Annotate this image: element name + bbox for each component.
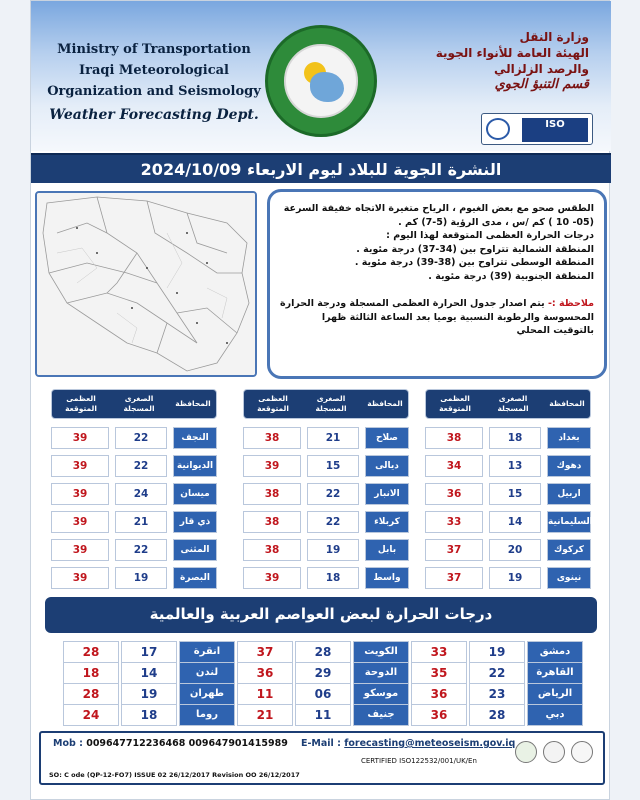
en-line-1: Ministry of Transportation: [57, 42, 251, 57]
governorate-name: ذي قار: [173, 511, 217, 533]
min-recorded-temp: 22: [115, 539, 167, 561]
table-row: [425, 511, 591, 533]
min-recorded-temp: 21: [307, 427, 359, 449]
governorate-table-2: [243, 389, 409, 584]
forecast-text-box: [267, 189, 607, 379]
table-row: [243, 539, 409, 561]
city-name: الكويت: [353, 641, 409, 663]
header-max: العظمى المتوقعة: [65, 394, 97, 413]
min-recorded-temp: 19: [489, 567, 541, 589]
governorate-name: دهوك: [547, 455, 591, 477]
max-temp: 36: [411, 683, 467, 705]
governorate-name: ميسان: [173, 483, 217, 505]
max-temp: 37: [237, 641, 293, 663]
english-org-name: [39, 39, 269, 126]
city-name: القاهرة: [527, 662, 583, 684]
table-row: [51, 539, 217, 561]
governorate-name: ديالى: [365, 455, 409, 477]
forecast-line-5: المنطقة الجنوبية (39) درجة مئوية .: [428, 270, 594, 282]
max-temp: 18: [63, 662, 119, 684]
governorate-table-3: [51, 389, 217, 584]
min-recorded-temp: 18: [489, 427, 541, 449]
min-recorded-temp: 19: [307, 539, 359, 561]
governorate-name: الانبار: [365, 483, 409, 505]
min-temp: 22: [469, 662, 525, 684]
table-row: [51, 511, 217, 533]
governorate-name: نينوى: [547, 567, 591, 589]
min-temp: 14: [121, 662, 177, 684]
header-min: الصغرى المسجلة: [123, 394, 155, 413]
min-temp: 11: [295, 704, 351, 726]
city-name: روما: [179, 704, 235, 726]
governorate-name: صلاح: [365, 427, 409, 449]
table-row: [243, 483, 409, 505]
city-name: دمشق: [527, 641, 583, 663]
max-expected-temp: 38: [425, 427, 483, 449]
world-row: [31, 704, 611, 726]
city-name: موسكو: [353, 683, 409, 705]
governorate-name: السليمانية: [547, 511, 591, 533]
min-temp: 19: [469, 641, 525, 663]
header-min: الصغرى المسجلة: [315, 394, 347, 413]
min-temp: 06: [295, 683, 351, 705]
min-recorded-temp: 21: [115, 511, 167, 533]
mobile-label: Mob :: [53, 738, 83, 749]
min-recorded-temp: 20: [489, 539, 541, 561]
city-name: جنيف: [353, 704, 409, 726]
forecast-note: [280, 297, 594, 338]
max-expected-temp: 36: [425, 483, 483, 505]
table-row: [243, 567, 409, 589]
governorate-name: بغداد: [547, 427, 591, 449]
weather-map: [35, 191, 257, 377]
ukas-icon: [571, 741, 593, 763]
mobile-numbers: [53, 738, 288, 749]
min-temp: 28: [295, 641, 351, 663]
seal-icon: [515, 741, 537, 763]
min-temp: 29: [295, 662, 351, 684]
note-label: ملاحظة :-: [547, 298, 594, 309]
email-label: E-Mail :: [301, 738, 341, 749]
header-gov: المحافظة: [549, 399, 585, 408]
table-row: [51, 567, 217, 589]
forecast-line-4: المنطقة الوسطى تتراوح بين (38-39) درجة مئوية .: [354, 257, 594, 268]
max-expected-temp: 39: [243, 567, 301, 589]
table-row: [51, 455, 217, 477]
ar-line-1: وزارة النقل: [519, 30, 589, 44]
iraq-map-icon: [310, 72, 344, 102]
certification-logos: [515, 739, 597, 769]
header-max: العظمى المتوقعة: [257, 394, 289, 413]
table-row: [425, 455, 591, 477]
max-expected-temp: 37: [425, 539, 483, 561]
min-recorded-temp: 22: [307, 511, 359, 533]
min-recorded-temp: 14: [489, 511, 541, 533]
governorate-name: واسط: [365, 567, 409, 589]
table-header: [243, 389, 409, 419]
city-name: انقرة: [179, 641, 235, 663]
min-temp: 19: [121, 683, 177, 705]
max-expected-temp: 38: [243, 539, 301, 561]
governorate-table-1: [425, 389, 593, 584]
max-temp: 21: [237, 704, 293, 726]
forecast-line-1: الطقس صحو مع بعض الغيوم ، الرياح متغيرة الاتجاه خفيفة السرعة (05- 10 ) كم /س ، مدى الرؤية (5-7) كم .: [283, 203, 594, 228]
table-row: [425, 567, 591, 589]
governorate-name: المثنى: [173, 539, 217, 561]
max-expected-temp: 38: [243, 511, 301, 533]
max-temp: 11: [237, 683, 293, 705]
max-temp: 36: [411, 704, 467, 726]
governorate-name: كربلاء: [365, 511, 409, 533]
iso-logo: [481, 113, 593, 145]
bulletin-page: [30, 0, 610, 800]
min-temp: 18: [121, 704, 177, 726]
city-name: الرياض: [527, 683, 583, 705]
min-recorded-temp: 15: [489, 483, 541, 505]
min-recorded-temp: 19: [115, 567, 167, 589]
table-row: [243, 427, 409, 449]
min-temp: 28: [469, 704, 525, 726]
min-recorded-temp: 13: [489, 455, 541, 477]
max-temp: 28: [63, 683, 119, 705]
table-header: [51, 389, 217, 419]
header-gov: المحافظة: [175, 399, 211, 408]
ar-line-3: والرصد الزلزالي: [493, 62, 589, 76]
mobile-value: 009647712236468 009647901415989: [86, 738, 288, 749]
en-dept: Weather Forecasting Dept.: [49, 107, 259, 123]
table-row: [51, 427, 217, 449]
table-row: [243, 455, 409, 477]
email: [301, 738, 515, 749]
header-min: الصغرى المسجلة: [497, 394, 529, 413]
max-temp: 28: [63, 641, 119, 663]
city-name: طهران: [179, 683, 235, 705]
ar-line-2: الهيئة العامة للأنواء الجوية: [435, 46, 589, 60]
min-recorded-temp: 22: [307, 483, 359, 505]
governorate-name: البصرة: [173, 567, 217, 589]
city-name: دبي: [527, 704, 583, 726]
min-temp: 17: [121, 641, 177, 663]
max-expected-temp: 39: [51, 455, 109, 477]
table-row: [425, 483, 591, 505]
arabic-org-name: [389, 29, 589, 93]
max-expected-temp: 33: [425, 511, 483, 533]
max-expected-temp: 39: [51, 427, 109, 449]
max-expected-temp: 37: [425, 567, 483, 589]
governorate-name: الديوانية: [173, 455, 217, 477]
min-recorded-temp: 24: [115, 483, 167, 505]
organization-logo: [265, 25, 377, 137]
table-header: [425, 389, 591, 419]
max-expected-temp: 39: [51, 483, 109, 505]
table-row: [425, 427, 591, 449]
max-expected-temp: 39: [51, 567, 109, 589]
max-expected-temp: 39: [51, 511, 109, 533]
max-expected-temp: 39: [51, 539, 109, 561]
min-recorded-temp: 22: [115, 427, 167, 449]
governorate-name: بابل: [365, 539, 409, 561]
document-code: SO: C ode (QP-12-FO7) ISSUE 02 26/12/2017 Revision OO 26/12/2017: [49, 771, 300, 779]
world-capitals-title: درجات الحرارة لبعض العواصم العربية والعالمية: [45, 597, 597, 633]
forecast-line-3: المنطقة الشمالية تتراوح بين (34-37) درجة مئوية .: [356, 243, 594, 255]
world-row: [31, 683, 611, 705]
max-temp: 36: [237, 662, 293, 684]
bulletin-title: النشرة الجوية للبلاد ليوم الاربعاء 2024/10/09: [31, 153, 611, 183]
table-row: [243, 511, 409, 533]
header-gov: المحافظة: [367, 399, 403, 408]
iso-badge: ISO: [522, 118, 588, 142]
governorate-name: كركوك: [547, 539, 591, 561]
email-link[interactable]: forecasting@meteoseism.gov.iq: [344, 738, 516, 749]
max-expected-temp: 38: [243, 483, 301, 505]
ar-dept: قسم التنبؤ الجوي: [494, 77, 589, 92]
max-expected-temp: 38: [243, 427, 301, 449]
city-name: الدوحة: [353, 662, 409, 684]
certificate-icon: [543, 741, 565, 763]
governorate-name: اربيل: [547, 483, 591, 505]
min-recorded-temp: 18: [307, 567, 359, 589]
iraq-map-image: [37, 193, 255, 375]
max-temp: 24: [63, 704, 119, 726]
max-temp: 33: [411, 641, 467, 663]
governorate-name: النجف: [173, 427, 217, 449]
world-row: [31, 662, 611, 684]
table-row: [51, 483, 217, 505]
min-recorded-temp: 15: [307, 455, 359, 477]
en-line-3: Organization and Seismology: [47, 84, 261, 99]
iso-seal-icon: [486, 118, 510, 140]
max-expected-temp: 34: [425, 455, 483, 477]
logo-inner: [284, 44, 358, 118]
forecast-line-2: درجات الحرارة العظمى المتوقعة لهذا اليوم :: [386, 230, 594, 241]
min-recorded-temp: 22: [115, 455, 167, 477]
header: [31, 1, 611, 151]
note-text: يتم اصدار جدول الحرارة العظمى المسجلة ودرجة الحرارة المحسوسة والرطوبة النسبية يوميا بعد الساعة الثالثة ظهرا بالتوقيت المحلي: [280, 298, 594, 336]
city-name: لندن: [179, 662, 235, 684]
max-temp: 35: [411, 662, 467, 684]
header-max: العظمى المتوقعة: [439, 394, 471, 413]
table-row: [425, 539, 591, 561]
min-temp: 23: [469, 683, 525, 705]
footer: [39, 731, 605, 785]
max-expected-temp: 39: [243, 455, 301, 477]
en-line-2: Iraqi Meteorological: [79, 63, 229, 78]
world-row: [31, 641, 611, 663]
certification: CERTIFIED ISO122532/001/UK/En: [361, 757, 477, 765]
